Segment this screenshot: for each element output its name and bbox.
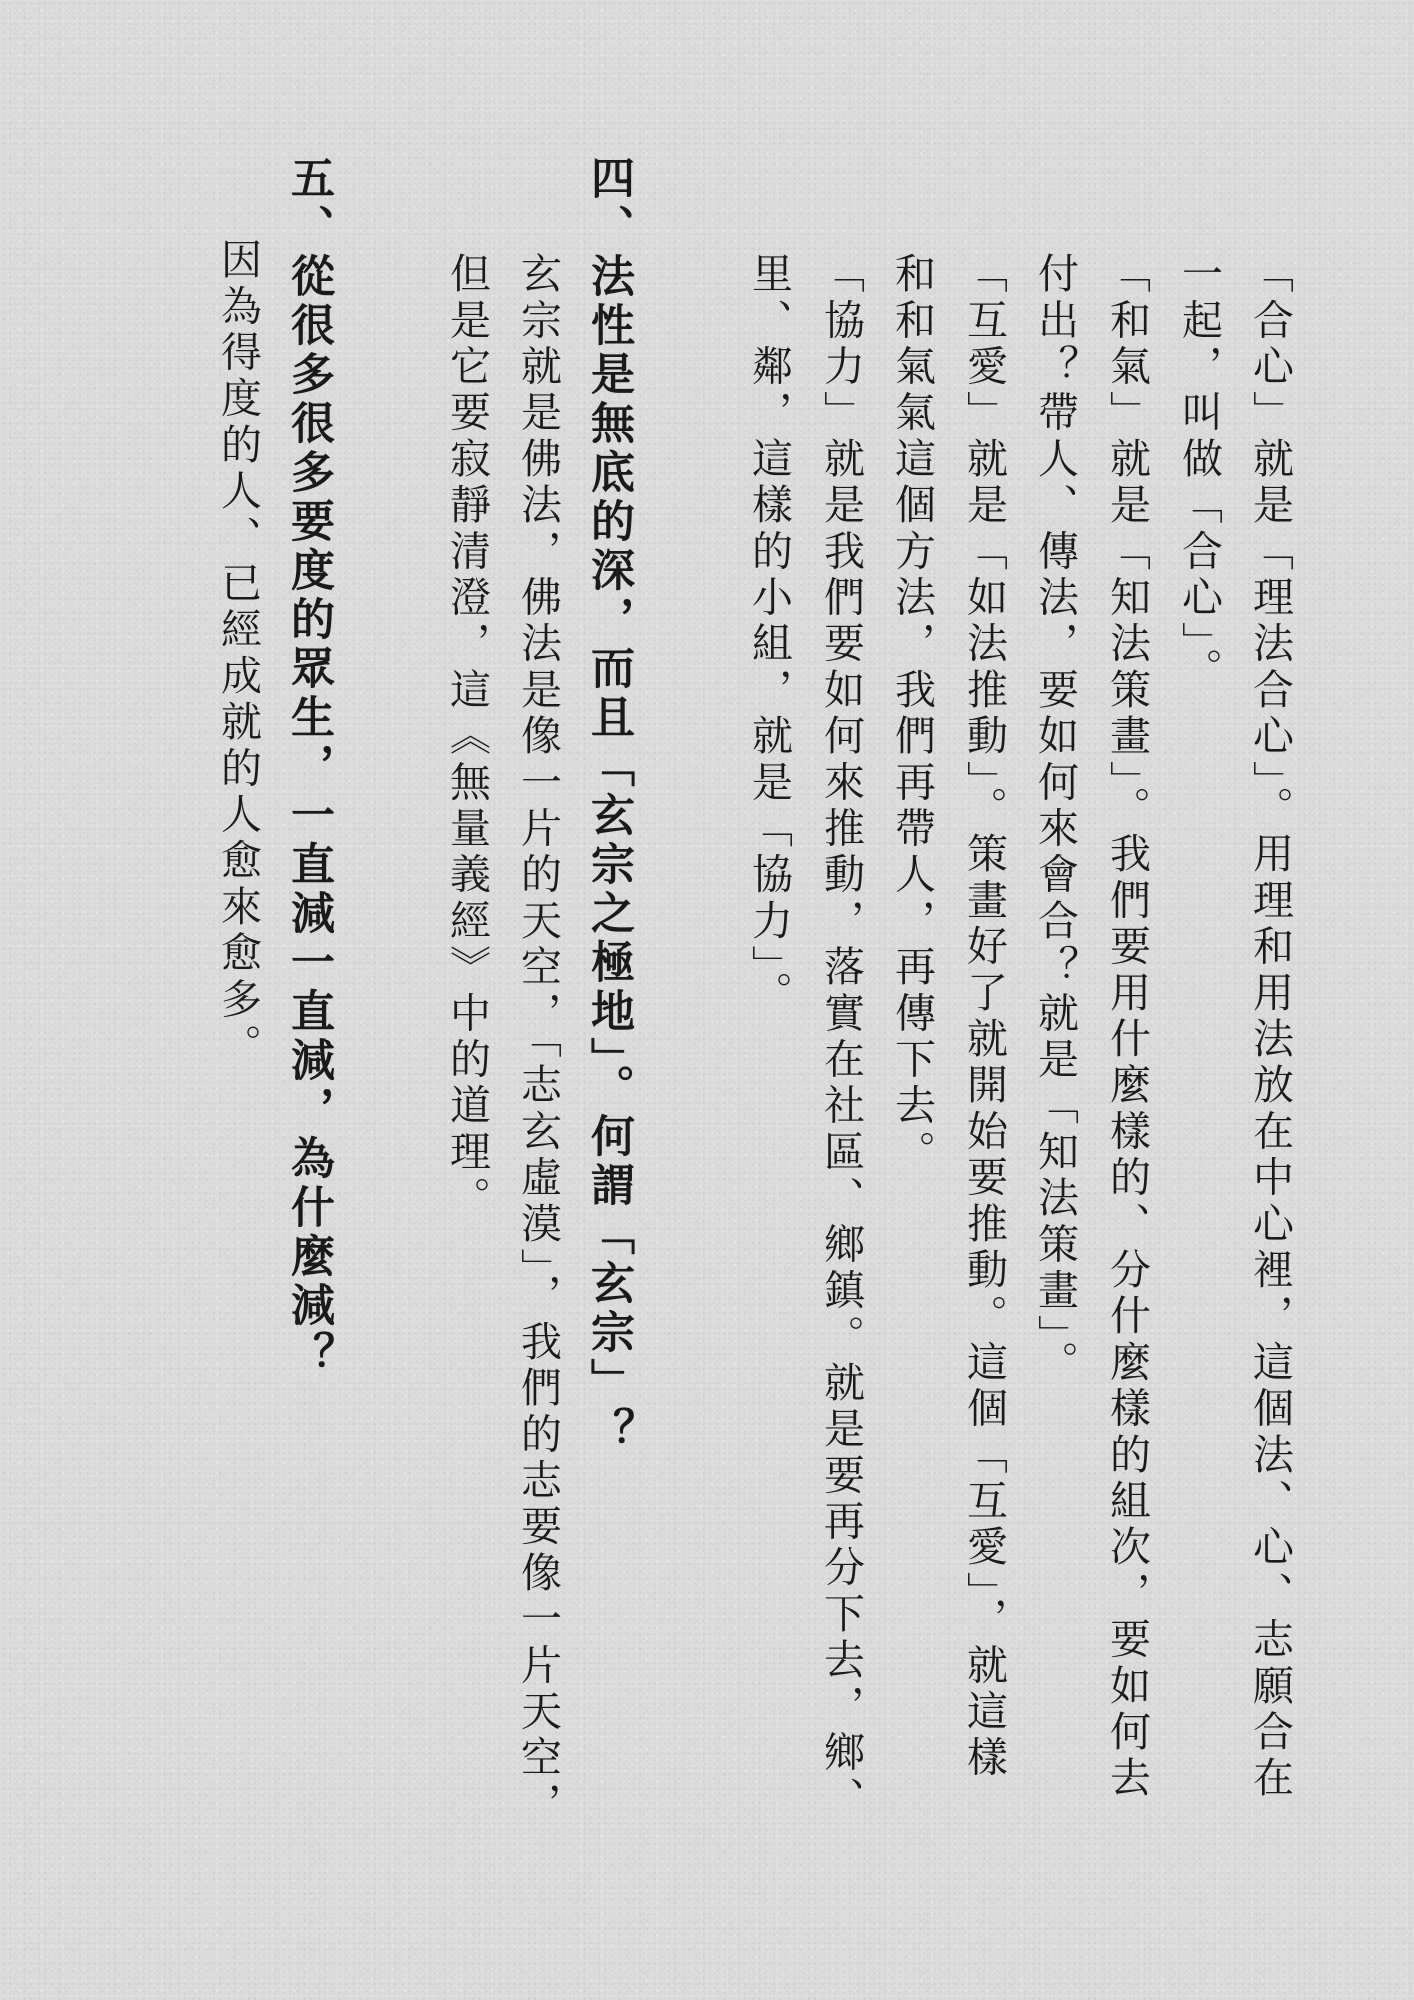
section-4-body-column: 玄宗就是佛法，佛法是像一片的天空，「志玄虛漠」，我們的志要像一片天空， [514, 252, 562, 1828]
section-5-heading: 五、從很多很多要度的眾生，一直減一直減，為什麼減？ [283, 155, 334, 1380]
body-text-column: 「互愛」就是「如法推動」。策畫好了就開始要推動。這個「互愛」，就這樣 [960, 252, 1008, 1782]
section-4-heading: 四、法性是無底的深，而且「玄宗之極地」。何謂「玄宗」？ [583, 155, 634, 1456]
body-text-column: 一起，叫做「合心」。 [1175, 252, 1223, 694]
body-text-column: 里、鄰，這樣的小組，就是「協力」。 [745, 252, 793, 1017]
body-text-column: 「協力」就是我們要如何來推動，落實在社區、鄉鎮。就是要再分下去，鄉、 [817, 252, 865, 1823]
body-text-column: 「合心」就是「理法合心」。用理和用法放在中心裡，這個法、心、志願合在 [1246, 252, 1294, 1803]
section-4-body-column: 但是它要寂靜清澄，這《無量義經》中的道理。 [443, 252, 491, 1223]
body-text-column: 和和氣氣這個方法，我們再帶人，再傳下去。 [888, 252, 936, 1176]
body-text-column: 「和氣」就是「知法策畫」。我們要用什麼樣的、分什麼樣的組次，要如何去 [1103, 252, 1151, 1803]
section-5-body-column: 因為得度的人、已經成就的人愈來愈多。 [214, 238, 262, 1070]
body-text-column: 付出？帶人、傳法，要如何來會合？就是「知法策畫」。 [1031, 252, 1079, 1387]
